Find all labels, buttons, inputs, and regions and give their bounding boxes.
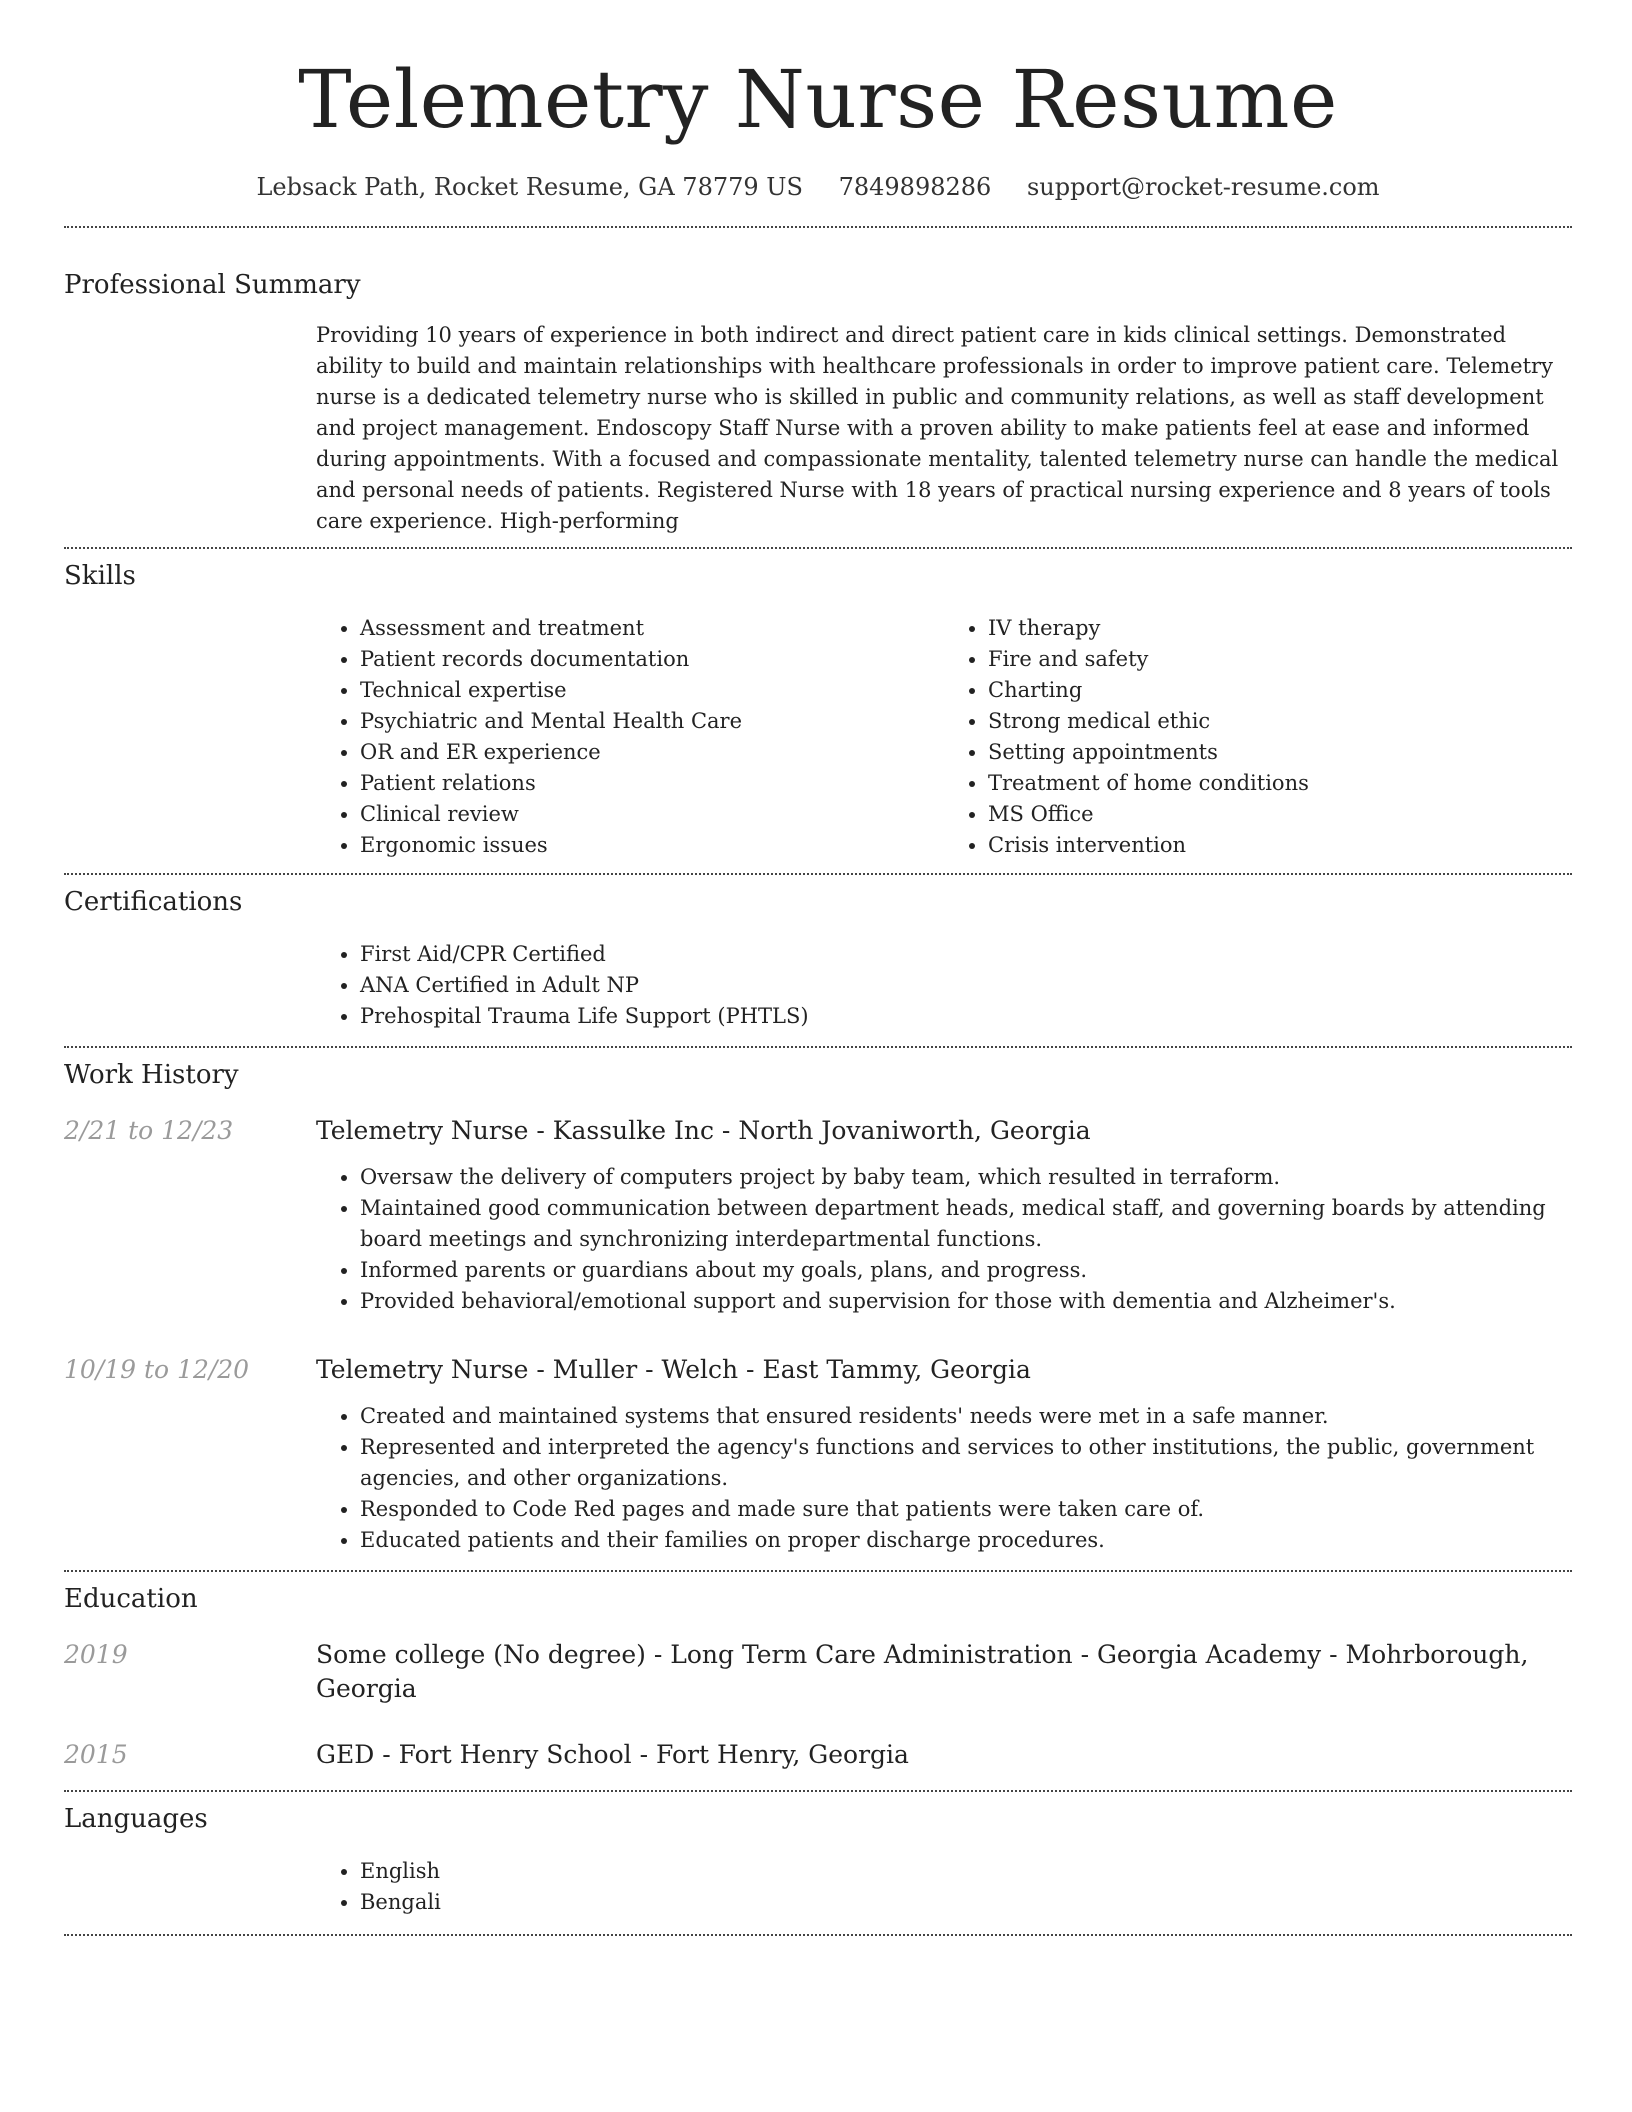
- list-item: • IV therapy: [988, 613, 1572, 644]
- job-bullets: [316, 1162, 1572, 1317]
- list-item: • Ergonomic issues: [360, 830, 944, 861]
- list-item: • Crisis intervention: [988, 830, 1572, 861]
- skills-list-left: [316, 613, 944, 861]
- list-item: • Responded to Code Red pages and made sure that patients were taken care of.: [360, 1494, 1572, 1525]
- education-year: 2015: [64, 1740, 128, 1769]
- list-item: • Setting appointments: [988, 737, 1572, 768]
- list-item: • Bengali: [360, 1887, 1572, 1918]
- job-bullets: [316, 1401, 1572, 1556]
- languages-heading: Languages: [64, 1804, 208, 1834]
- skills-list-right: [944, 613, 1572, 861]
- education-entry: [64, 1738, 1572, 1772]
- list-item: • Strong medical ethic: [988, 706, 1572, 737]
- contact-address: Lebsack Path, Rocket Resume, GA 78779 US: [256, 173, 803, 201]
- list-item: • Provided behavioral/emotional support and supervision for those with dementia and Alzheimer's.: [360, 1286, 1572, 1317]
- summary-body: [316, 320, 1572, 537]
- list-item: • OR and ER experience: [360, 737, 944, 768]
- list-item: • Prehospital Trauma Life Support (PHTLS): [360, 1001, 1572, 1032]
- divider: [64, 1046, 1572, 1048]
- job-dates: 2/21 to 12/23: [64, 1116, 234, 1145]
- contact-phone: 7849898286: [838, 173, 992, 201]
- job-details: [316, 1162, 1572, 1317]
- divider: [64, 1934, 1572, 1936]
- certifications-list: [316, 939, 1572, 1032]
- list-item: • First Aid/CPR Certified: [360, 939, 1572, 970]
- education-section: [64, 1582, 1572, 1772]
- list-item: • Technical expertise: [360, 675, 944, 706]
- certifications-section: [64, 885, 1572, 1032]
- divider: [64, 226, 1572, 228]
- list-item: • ANA Certified in Adult NP: [360, 970, 1572, 1001]
- education-heading-text: Some college (No degree) - Long Term Care Administration - Georgia Academy - Mohrborough, Georgia: [316, 1640, 1529, 1703]
- list-item: • Patient records documentation: [360, 644, 944, 675]
- skills-section: [64, 559, 1572, 861]
- list-item: • English: [360, 1856, 1572, 1887]
- list-item: • Informed parents or guardians about my goals, plans, and progress.: [360, 1255, 1572, 1286]
- summary-heading: Professional Summary: [64, 270, 361, 300]
- skills-heading: Skills: [64, 561, 136, 591]
- resume-title: Telemetry Nurse Resume: [298, 53, 1338, 146]
- list-item: • Charting: [988, 675, 1572, 706]
- list-item: • Assessment and treatment: [360, 613, 944, 644]
- job-heading: Telemetry Nurse - Muller - Welch - East Tammy, Georgia: [316, 1355, 1031, 1384]
- list-item: • Maintained good communication between department heads, medical staff, and governing boards by attending board meetings and synchronizing interdepartmental functions.: [360, 1193, 1572, 1255]
- job-details: [316, 1401, 1572, 1556]
- languages-list: [316, 1856, 1572, 1918]
- list-item: • Fire and safety: [988, 644, 1572, 675]
- list-item: • Represented and interpreted the agency's functions and services to other institutions, the public, government agencies, and other organizations.: [360, 1432, 1572, 1494]
- summary-text: Providing 10 years of experience in both indirect and direct patient care in kids clinical settings. Demonstrated ability to build and maintain relationships with healthcare professionals in order to improve patient care. Telemetry nurse is a dedicated telemetry nurse who is skilled in public and community relations, as well as staff development and project management. Endoscopy Staff Nurse with a proven ability to make patients feel at ease and informed during appointments. With a focused and compassionate mentality, talented telemetry nurse can handle the medical and personal needs of patients. Registered Nurse with 18 years of practical nursing experience and 8 years of tools care experience. High-performing: [316, 323, 1559, 533]
- list-item: • Oversaw the delivery of computers project by baby team, which resulted in terraform.: [360, 1162, 1572, 1193]
- contact-email: support@rocket-resume.com: [1026, 173, 1380, 201]
- job-entry: [64, 1353, 1572, 1387]
- divider: [64, 1570, 1572, 1572]
- contact-line: [64, 170, 1572, 204]
- certifications-heading: Certifications: [64, 887, 243, 917]
- list-item: • Treatment of home conditions: [988, 768, 1572, 799]
- job-heading: Telemetry Nurse - Kassulke Inc - North Jovaniworth, Georgia: [316, 1116, 1091, 1145]
- languages-section: [64, 1802, 1572, 1918]
- education-heading: Education: [64, 1584, 198, 1614]
- education-year: 2019: [64, 1640, 128, 1669]
- list-item: • Psychiatric and Mental Health Care: [360, 706, 944, 737]
- job-entry: [64, 1114, 1572, 1148]
- list-item: • Educated patients and their families on proper discharge procedures.: [360, 1525, 1572, 1556]
- divider: [64, 1790, 1572, 1792]
- work-section: [64, 1058, 1572, 1556]
- education-entry: [64, 1638, 1572, 1706]
- education-heading-text: GED - Fort Henry School - Fort Henry, Georgia: [316, 1740, 909, 1769]
- certifications-body: [316, 939, 1572, 1032]
- divider: [64, 547, 1572, 549]
- skills-grid: [316, 613, 1572, 861]
- list-item: • MS Office: [988, 799, 1572, 830]
- summary-section: [64, 268, 1572, 537]
- work-heading: Work History: [64, 1060, 239, 1090]
- list-item: • Created and maintained systems that ensured residents' needs were met in a safe manner.: [360, 1401, 1572, 1432]
- divider: [64, 873, 1572, 875]
- list-item: • Patient relations: [360, 768, 944, 799]
- list-item: • Clinical review: [360, 799, 944, 830]
- languages-body: [316, 1856, 1572, 1918]
- job-dates: 10/19 to 12/20: [64, 1355, 250, 1384]
- resume-page: [64, 0, 1572, 1936]
